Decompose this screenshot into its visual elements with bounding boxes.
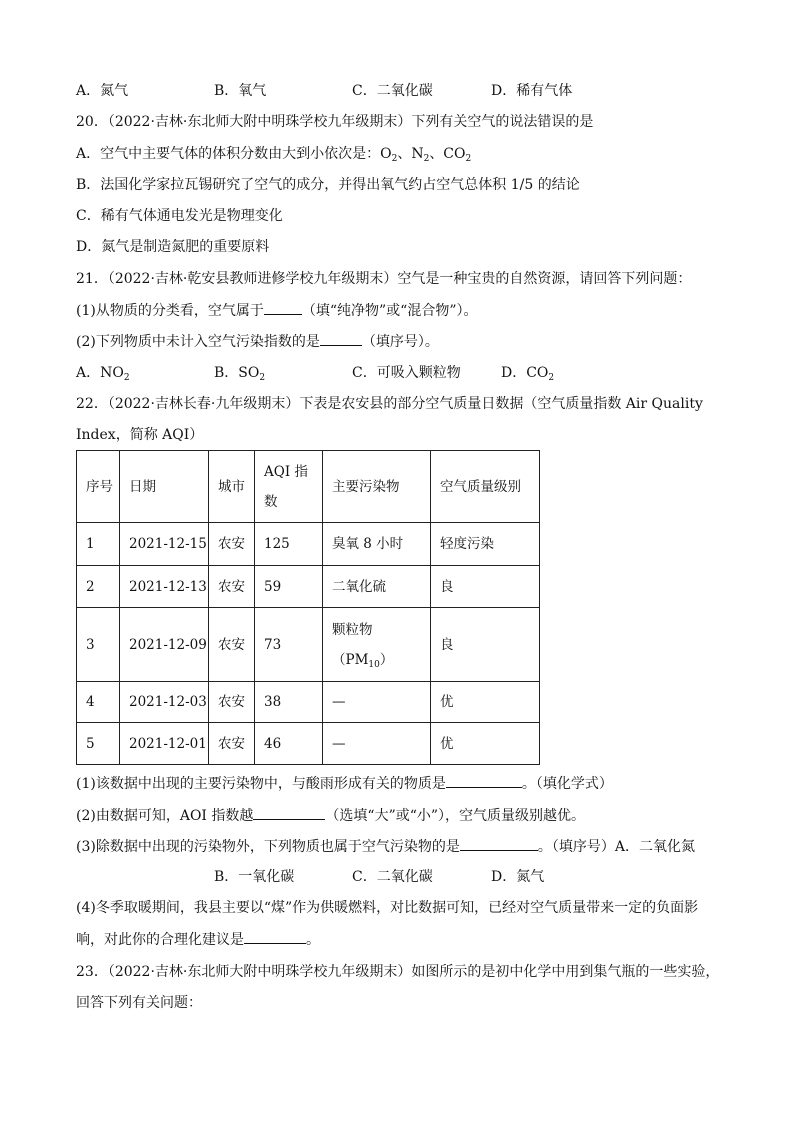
q22-stem-line2: Index，简称 AQI） [76, 427, 204, 443]
answer-blank[interactable] [320, 331, 362, 346]
table-cell: 59 [255, 566, 323, 608]
q21-part2 [76, 331, 439, 352]
header-cell: 序号 [77, 451, 120, 523]
subscript: 10 [368, 659, 380, 670]
q20-stem: 20．（2022·吉林·东北师大附中明珠学校九年级期末）下列有关空气的说法错误的是 [76, 114, 594, 130]
q21-part1 [76, 300, 477, 321]
aqi-table [76, 450, 540, 765]
q20-option-c: C．稀有气体通电发光是物理变化 [76, 208, 283, 224]
q21-part2-text: (2)下列物质中未计入空气污染指数的是 [76, 334, 320, 350]
table-cell: — [323, 723, 431, 765]
subscript: 2 [391, 154, 398, 164]
table-cell: 3 [77, 608, 120, 682]
q22-option-c: C．二氧化碳 [352, 869, 433, 885]
header-cell: 日期 [120, 451, 209, 523]
answer-blank[interactable] [244, 929, 306, 944]
q22-part3-options [214, 867, 544, 887]
pollutant-line2 [332, 645, 430, 675]
pollutant-line1: 颗粒物 [332, 621, 373, 638]
table-cell: 农安 [209, 608, 255, 682]
table-cell: 1 [77, 523, 120, 566]
q21-part1-text2: （填“纯净物”或“混合物”）。 [301, 303, 478, 319]
table-row [77, 723, 540, 765]
table-cell: 农安 [209, 523, 255, 566]
q21-options [76, 363, 554, 383]
table-cell: 臭氧 8 小时 [323, 523, 431, 566]
table-cell: 2021-12-13 [120, 566, 209, 608]
table-row [77, 682, 540, 723]
q19-option-b: B．氧气 [214, 83, 267, 99]
subscript: 2 [259, 373, 266, 383]
table-cell: 二氧化硫 [323, 566, 431, 608]
subscript: 2 [548, 373, 555, 383]
q22-part4-line2 [76, 929, 320, 950]
table-cell: 农安 [209, 723, 255, 765]
q21-option-a [76, 363, 214, 383]
answer-blank[interactable] [264, 300, 302, 315]
table-cell: 2021-12-15 [120, 523, 209, 566]
pm10-prefix: （PM [332, 651, 369, 668]
q22-part3 [76, 836, 695, 857]
q22-part3-text2: 。（填序号）A．二氧化氮 [537, 839, 695, 855]
table-row [77, 523, 540, 566]
table-cell: 优 [431, 682, 540, 723]
header-cell: 空气质量级别 [431, 451, 540, 523]
table-cell: 2021-12-01 [120, 723, 209, 765]
header-cell: 城市 [209, 451, 255, 523]
subscript: 2 [465, 154, 472, 164]
table-row [77, 608, 540, 682]
q21-option-c: C．可吸入颗粒物 [352, 365, 461, 381]
header-aqi-line1: AQI 指 [264, 463, 308, 480]
q21-option-d [501, 363, 554, 383]
q20-option-b: B．法国化学家拉瓦锡研究了空气的成分，并得出氧气约占空气总体积 1/5 的结论 [76, 177, 580, 193]
pm10-suffix: ） [379, 651, 394, 668]
subscript: 2 [423, 154, 430, 164]
q22-part1 [76, 773, 613, 794]
q20-option-a-text: A．空气中主要气体的体积分数由大到小依次是：O [76, 146, 392, 162]
q22-part4-line1: (4)冬季取暖期间，我县主要以“煤”作为供暖燃料，对比数据可知，已经对空气质量带来一定的负面影 [76, 900, 699, 916]
header-cell-aqi [255, 451, 323, 523]
table-cell: 轻度污染 [431, 523, 540, 566]
q21-part1-text: (1)从物质的分类看，空气属于 [76, 303, 264, 319]
table-cell: 5 [77, 723, 120, 765]
q19-options [76, 81, 572, 101]
q22-part2-text2: （选填“大”或“小”），空气质量级别越优。 [325, 808, 586, 824]
answer-blank[interactable] [253, 805, 325, 820]
q22-option-d: D．氮气 [491, 869, 545, 885]
q19-option-a: A．氮气 [76, 83, 129, 99]
subscript: 2 [123, 373, 130, 383]
q21-option-b [214, 363, 352, 383]
table-cell: 2021-12-03 [120, 682, 209, 723]
q20-option-a-text3: 、CO [429, 146, 466, 162]
table-cell-pollutant [323, 608, 431, 682]
table-cell: 2 [77, 566, 120, 608]
q21-option-d-text: D．CO [501, 365, 549, 381]
table-cell: 4 [77, 682, 120, 723]
q22-part4-text: 响，对此你的合理化建议是 [76, 932, 244, 948]
table-cell: — [323, 682, 431, 723]
q22-part2 [76, 805, 585, 826]
q23-stem-line2: 回答下列有关问题： [76, 995, 202, 1011]
q23-stem-line1: 23．（2022·吉林·东北师大附中明珠学校九年级期末）如图所示的是初中化学中用到集气瓶的一些实验， [76, 964, 720, 980]
q19-option-d: D．稀有气体 [491, 83, 573, 99]
q22-option-b: B．一氧化碳 [214, 869, 295, 885]
q20-option-a [76, 144, 471, 164]
q22-part4-text2: 。 [306, 932, 320, 948]
q22-stem-line1: 22．（2022·吉林长春·九年级期末）下表是农安县的部分空气质量日数据（空气质量指数 Air Quality [76, 396, 703, 412]
table-cell: 38 [255, 682, 323, 723]
q21-option-a-text: A．NO [76, 365, 124, 381]
q19-option-c: C．二氧化碳 [352, 83, 433, 99]
answer-blank[interactable] [446, 773, 522, 788]
table-cell: 46 [255, 723, 323, 765]
q22-part1-text: (1)该数据中出现的主要污染物中，与酸雨形成有关的物质是 [76, 776, 446, 792]
q22-part2-text: (2)由数据可知，AOI 指数越 [76, 808, 254, 824]
table-row [77, 566, 540, 608]
table-cell: 农安 [209, 682, 255, 723]
table-cell: 73 [255, 608, 323, 682]
table-header-row [77, 451, 540, 523]
header-cell: 主要污染物 [323, 451, 431, 523]
table-cell: 农安 [209, 566, 255, 608]
q20-option-a-text2: 、N [397, 146, 424, 162]
q20-option-d: D．氮气是制造氮肥的重要原料 [76, 239, 270, 255]
q22-part3-text: (3)除数据中出现的污染物外，下列物质也属于空气污染物的是 [76, 839, 460, 855]
q21-part2-text2: （填序号）。 [361, 334, 439, 350]
table-cell: 良 [431, 608, 540, 682]
table-cell: 2021-12-09 [120, 608, 209, 682]
q22-part1-text2: 。（填化学式） [521, 776, 613, 792]
answer-blank[interactable] [460, 836, 538, 851]
q21-option-b-text: B．SO [214, 365, 260, 381]
table-cell: 良 [431, 566, 540, 608]
table-cell: 125 [255, 523, 323, 566]
header-aqi-line2: 数 [264, 493, 278, 510]
table-cell: 优 [431, 723, 540, 765]
q21-stem: 21．（2022·吉林·乾安县教师进修学校九年级期末）空气是一种宝贵的自然资源，请回答下列问题： [76, 271, 692, 287]
